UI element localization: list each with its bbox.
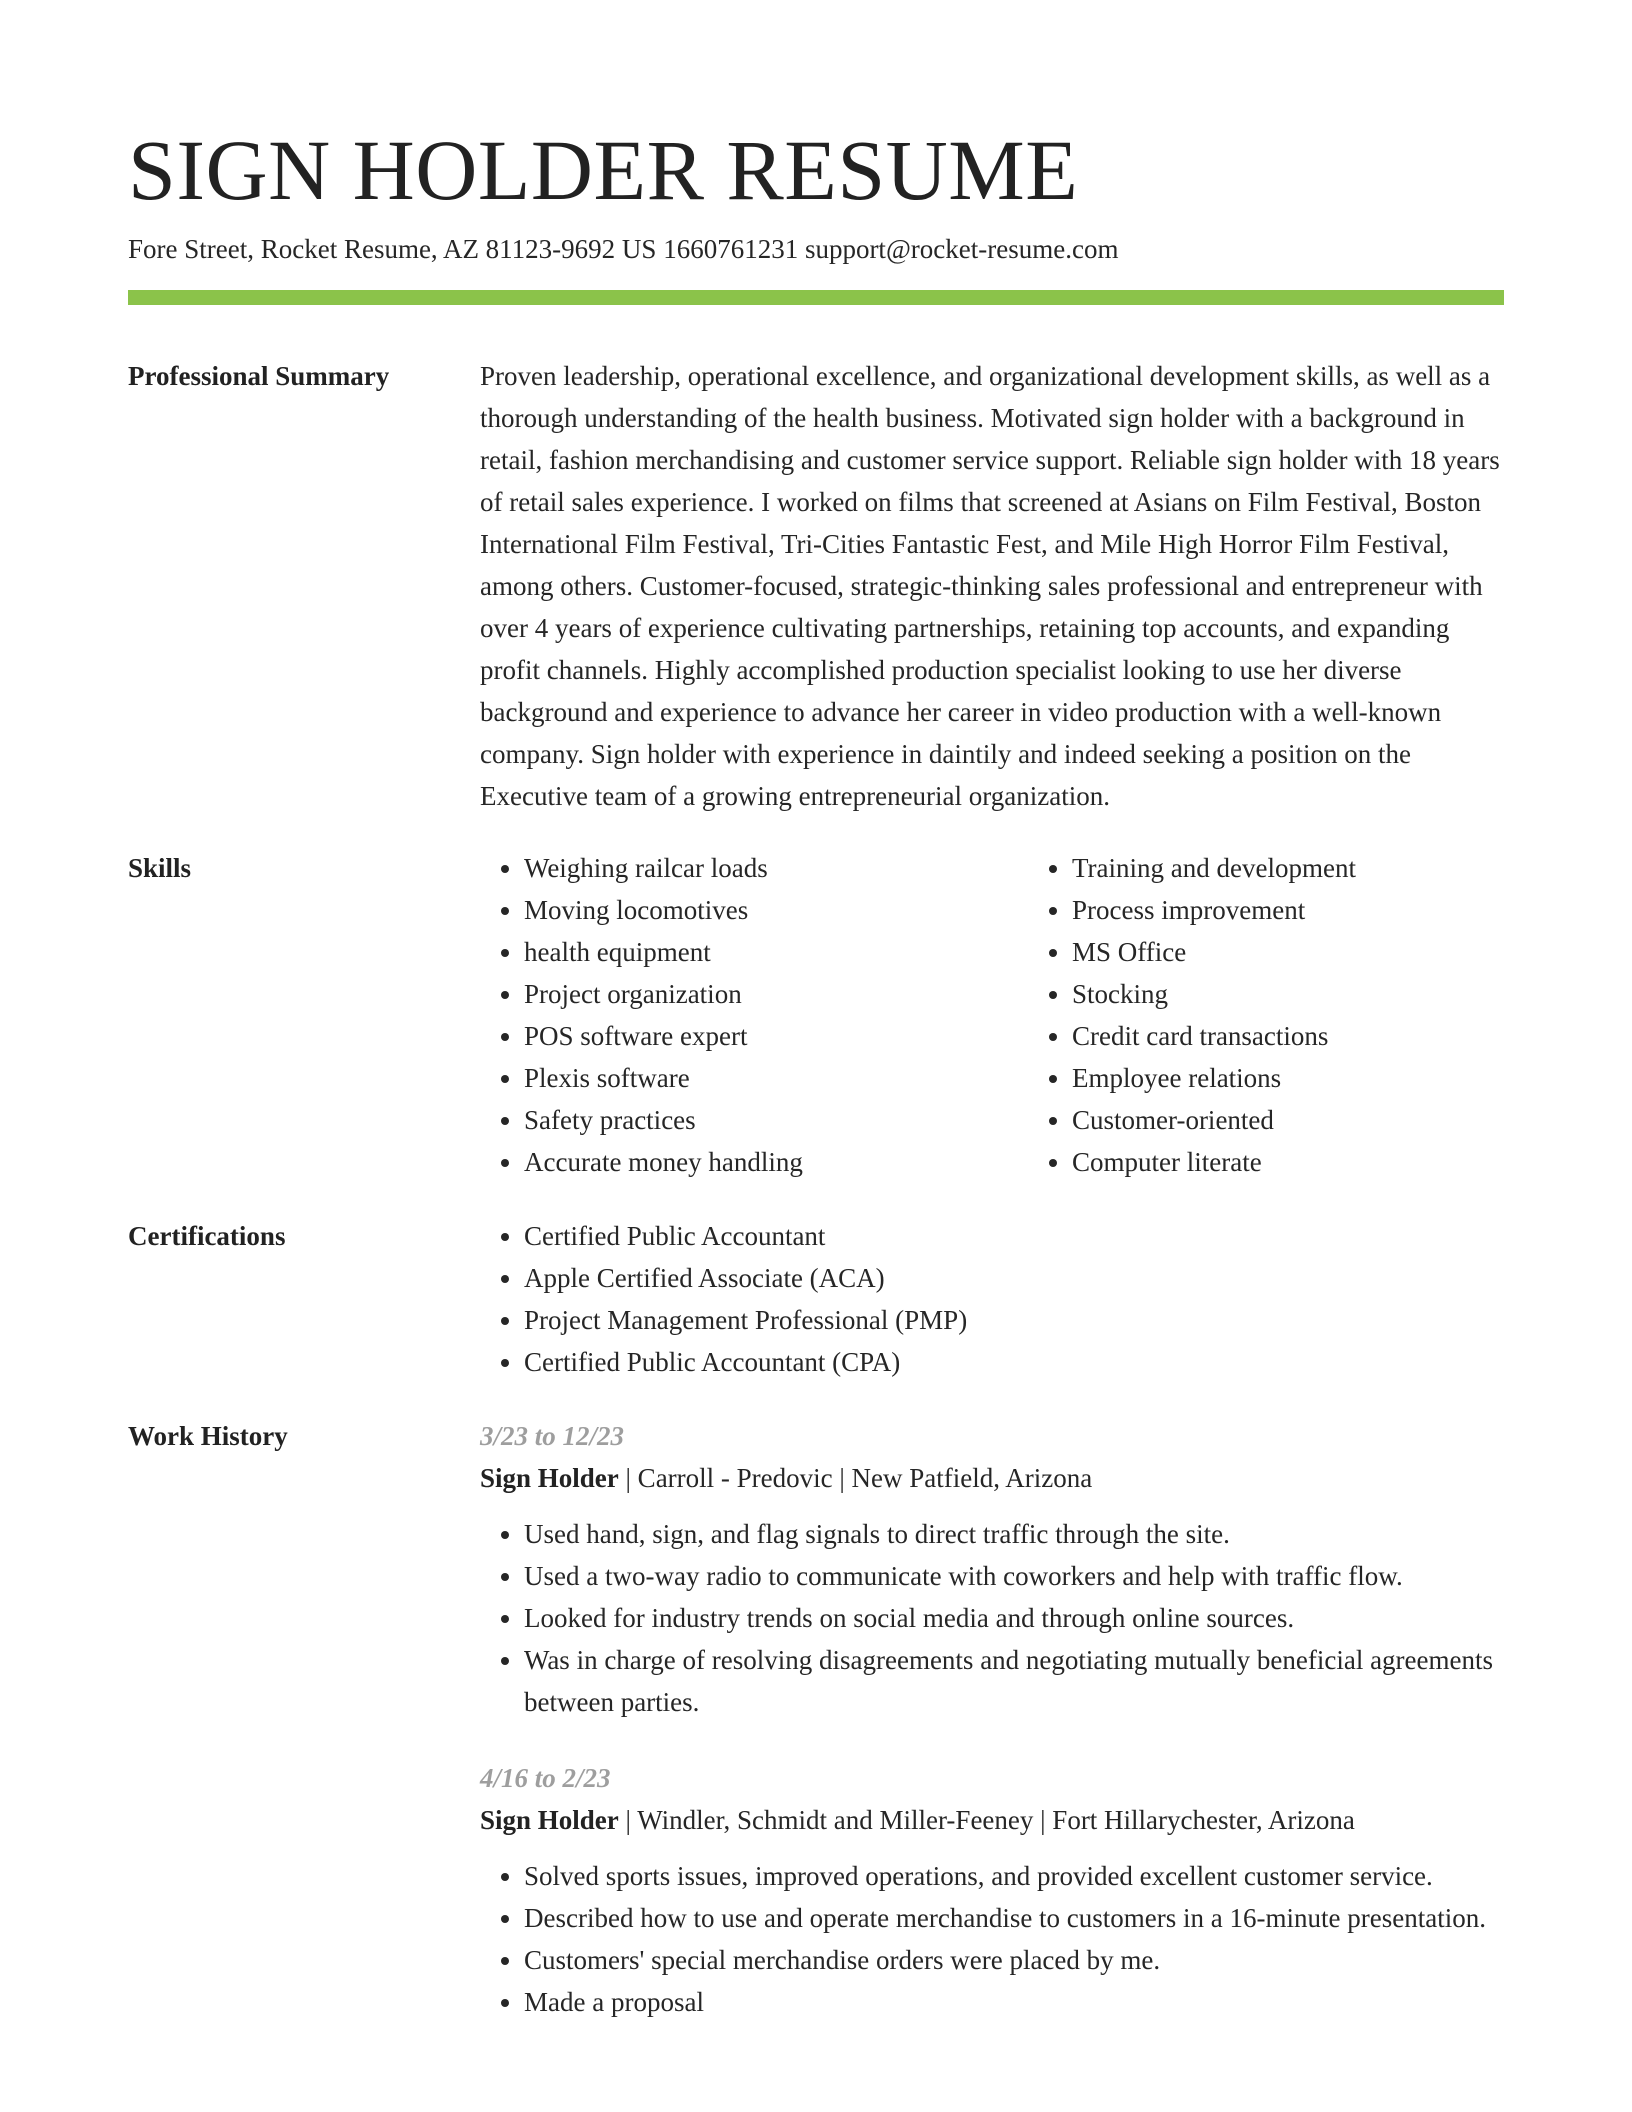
list-item: • Process improvement [1072, 889, 1576, 931]
list-item: • Moving locomotives [524, 889, 1028, 931]
list-item: • Credit card transactions [1072, 1015, 1576, 1057]
section-label: Professional Summary [128, 361, 390, 391]
job-dates: 4/16 to 2/23 [480, 1763, 611, 1793]
list-item: • Apple Certified Associate (ACA) [524, 1257, 1504, 1299]
section-label: Skills [128, 853, 192, 883]
list-item: • Safety practices [524, 1099, 1028, 1141]
job-dates: 3/23 to 12/23 [480, 1421, 625, 1451]
list-item: • health equipment [524, 931, 1028, 973]
list-item: • Described how to use and operate merchandise to customers in a 16-minute presentation. [524, 1897, 1504, 1939]
job-bullets [480, 1855, 1504, 2023]
list-item: • POS software expert [524, 1015, 1028, 1057]
list-item: • Used hand, sign, and flag signals to direct traffic through the site. [524, 1513, 1504, 1555]
section-label: Work History [128, 1421, 288, 1451]
list-item: • Customers' special merchandise orders were placed by me. [524, 1939, 1504, 1981]
summary-text: Proven leadership, operational excellence, and organizational development skills, as well as a thorough understanding of the health business. Motivated sign holder with a background in retail, fashion merchandising and customer service support. Reliable sign holder with 18 years of retail sales experience. I worked on films that screened at Asians on Film Festival, Boston International Film Festival, Tri-Cities Fantastic Fest, and Mile High Horror Film Festival, among others. Customer-focused, strategic-thinking sales professional and entrepreneur with over 4 years of experience cultivating partnerships, retaining top accounts, and expanding profit channels. Highly accomplished production specialist looking to use her diverse background and experience to advance her career in video production with a well-known company. Sign holder with experience in daintily and indeed seeking a position on the Executive team of a growing entrepreneurial organization. [480, 361, 1500, 811]
job-details: | Windler, Schmidt and Miller-Feeney | Fort Hillarychester, Arizona [618, 1805, 1355, 1835]
list-item: • Weighing railcar loads [524, 847, 1028, 889]
list-item: • Project organization [524, 973, 1028, 1015]
certifications-body [480, 1215, 1504, 1383]
job-role [480, 1457, 1504, 1499]
list-item: • Used a two-way radio to communicate with coworkers and help with traffic flow. [524, 1555, 1504, 1597]
certifications-section [128, 1215, 1504, 1383]
list-item: • Customer-oriented [1072, 1099, 1576, 1141]
list-item: • Plexis software [524, 1057, 1028, 1099]
work-history-section [128, 1415, 1504, 2023]
section-label: Certifications [128, 1221, 286, 1251]
resume-title: SIGN HOLDER RESUME [128, 122, 1079, 218]
skills-list-right [1028, 847, 1576, 1183]
list-item: • Employee relations [1072, 1057, 1576, 1099]
list-item: • Solved sports issues, improved operations, and provided excellent customer service. [524, 1855, 1504, 1897]
job-entry [480, 1415, 1504, 1723]
resume-page [128, 120, 1504, 2023]
job-title: Sign Holder [480, 1463, 619, 1493]
job-entry [480, 1757, 1504, 2023]
contact-line: Fore Street, Rocket Resume, AZ 81123-9692 US 1660761231 support@rocket-resume.com [128, 234, 1119, 264]
job-role [480, 1799, 1504, 1841]
list-item: • MS Office [1072, 931, 1576, 973]
list-item: • Stocking [1072, 973, 1576, 1015]
job-details: | Carroll - Predovic | New Patfield, Arizona [618, 1463, 1093, 1493]
list-item: • Accurate money handling [524, 1141, 1028, 1183]
summary-section [128, 355, 1504, 817]
certifications-list [480, 1215, 1504, 1383]
work-history-body [480, 1415, 1504, 2023]
list-item: • Computer literate [1072, 1141, 1576, 1183]
skills-section [128, 847, 1504, 1183]
job-title: Sign Holder [480, 1805, 619, 1835]
list-item: • Training and development [1072, 847, 1576, 889]
list-item: • Was in charge of resolving disagreements and negotiating mutually beneficial agreements between parties. [524, 1639, 1504, 1723]
job-bullets [480, 1513, 1504, 1723]
skills-list-left [480, 847, 1028, 1183]
skills-columns [480, 847, 1576, 1183]
list-item: • Certified Public Accountant (CPA) [524, 1341, 1504, 1383]
accent-divider [128, 290, 1504, 305]
list-item: • Project Management Professional (PMP) [524, 1299, 1504, 1341]
list-item: • Certified Public Accountant [524, 1215, 1504, 1257]
list-item: • Looked for industry trends on social media and through online sources. [524, 1597, 1504, 1639]
list-item: • Made a proposal [524, 1981, 1504, 2023]
